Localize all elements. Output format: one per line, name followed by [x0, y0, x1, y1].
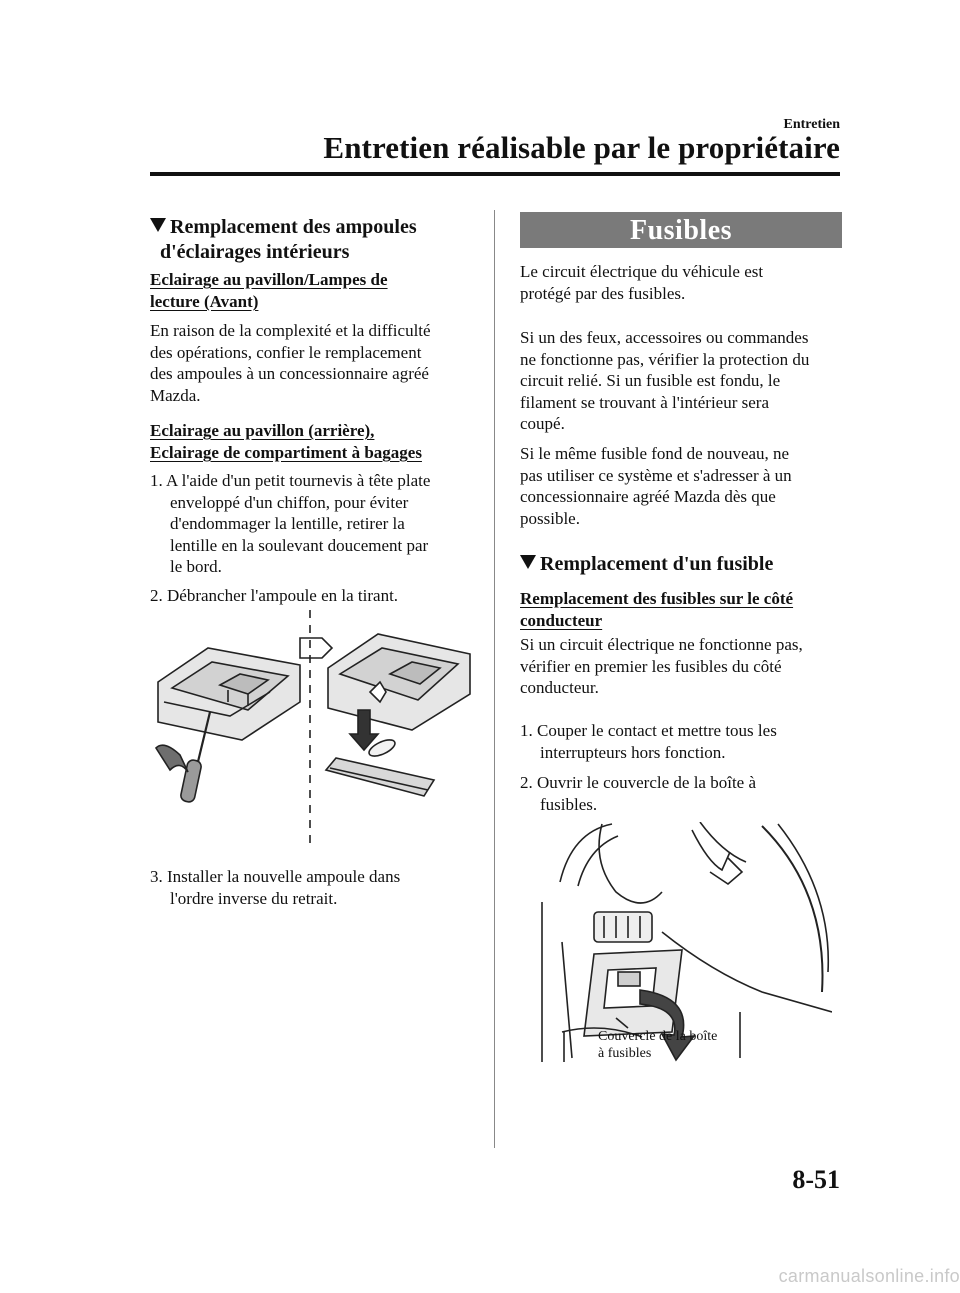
- header-rule: [150, 172, 840, 176]
- heading-interior-bulbs: Remplacement des ampoules d'éclairages intérieurs: [150, 215, 417, 265]
- fuse-step-1: 1. Couper le contact et mettre tous les interrupteurs hors fonction.: [520, 721, 777, 762]
- subheading-rear-lamps: Eclairage au pavillon (arrière), Eclairage de compartiment à bagages: [150, 421, 422, 462]
- dome-lamp-removal-illustration: [150, 610, 480, 850]
- paragraph-fuses-check: Si un des feux, accessoires ou commandes ne fonctionne pas, vérifier la protection du circuit relié. Si un fusible est fondu, le filament se trouvant à l'intérieur sera coupé.: [520, 328, 810, 433]
- fusibles-banner: Fusibles: [520, 212, 842, 248]
- paragraph-fuses-intro: Le circuit électrique du véhicule est protégé par des fusibles.: [520, 262, 764, 303]
- step-3: 3. Installer la nouvelle ampoule dans l'ordre inverse du retrait.: [150, 867, 401, 908]
- subheading-front-lamps: Eclairage au pavillon/Lampes de lecture (Avant): [150, 270, 388, 311]
- paragraph-front: En raison de la complexité et la difficulté des opérations, confier le remplacement des ampoules à un concessionnaire agréé Mazda.: [150, 321, 431, 405]
- page-title: Entretien réalisable par le propriétaire: [323, 130, 840, 165]
- column-divider: [494, 210, 495, 1148]
- watermark: carmanualsonline.info: [778, 1266, 960, 1286]
- fuse-step-2: 2. Ouvrir le couvercle de la boîte à fusibles.: [520, 773, 757, 814]
- triangle-marker-icon: [520, 555, 536, 569]
- step-2: 2. Débrancher l'ampoule en la tirant.: [150, 586, 399, 605]
- subheading-driver-side: Remplacement des fusibles sur le côté conducteur: [520, 589, 794, 630]
- heading-fuse-replacement: Remplacement d'un fusible: [520, 552, 773, 577]
- triangle-marker-icon: [150, 218, 166, 232]
- paragraph-driver-side: Si un circuit électrique ne fonctionne pas, vérifier en premier les fusibles du côté conducteur.: [520, 635, 803, 697]
- page-number: 8-51: [792, 1165, 840, 1194]
- fuse-box-cover-illustration: [532, 822, 832, 1062]
- paragraph-fuses-repeat: Si le même fusible fond de nouveau, ne pas utiliser ce système et s'adresser à un concessionnaire agréé Mazda dès que possible.: [520, 444, 792, 528]
- step-1: 1. A l'aide d'un petit tournevis à tête plate enveloppé d'un chiffon, pour éviter d'endommager la lentille, retirer la lentille en la soulevant doucement par le bord.: [150, 471, 431, 576]
- fuse-cover-callout: Couvercle de la boîte à fusibles: [598, 1029, 718, 1061]
- section-label: Entretien: [783, 117, 840, 132]
